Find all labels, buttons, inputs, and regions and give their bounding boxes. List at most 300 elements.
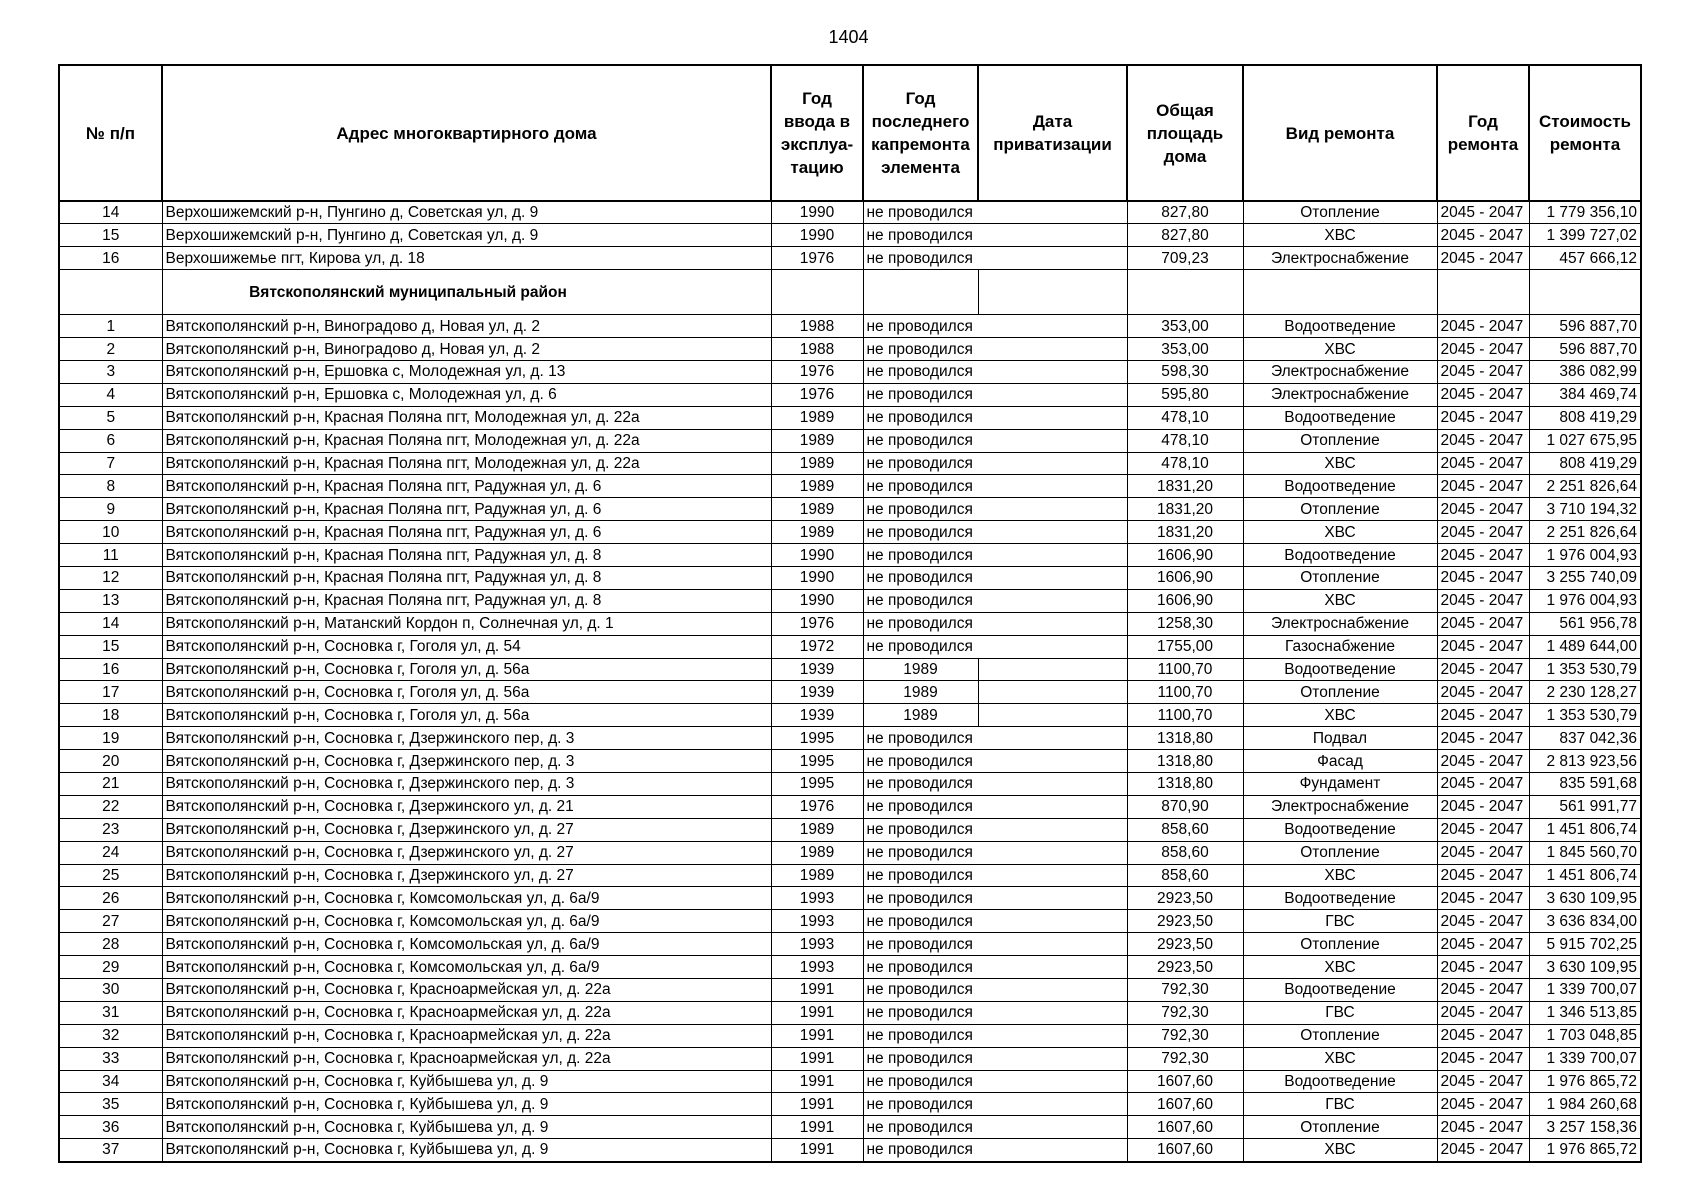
cell-area: 1318,80 <box>1127 750 1243 773</box>
header-repair-year: Год ремонта <box>1437 65 1529 201</box>
cell-num: 25 <box>59 864 162 887</box>
cell-repair-year: 2045 - 2047 <box>1437 566 1529 589</box>
section-empty-cell <box>771 270 863 315</box>
cell-area: 1100,70 <box>1127 658 1243 681</box>
cell-cost: 1 451 806,74 <box>1529 818 1641 841</box>
cell-year-built: 1989 <box>771 429 863 452</box>
cell-last-repair: не проводился <box>863 1047 978 1070</box>
cell-repair-year: 2045 - 2047 <box>1437 612 1529 635</box>
cell-address: Вятскополянский р-н, Сосновка г, Комсомольская ул, д. 6а/9 <box>162 956 771 979</box>
cell-address: Вятскополянский р-н, Виноградово д, Новая ул, д. 2 <box>162 338 771 361</box>
cell-num: 30 <box>59 979 162 1002</box>
cell-address: Вятскополянский р-н, Виноградово д, Новая ул, д. 2 <box>162 315 771 338</box>
section-empty-cell <box>1127 270 1243 315</box>
cell-repair-year: 2045 - 2047 <box>1437 750 1529 773</box>
cell-repair-type: ХВС <box>1243 521 1437 544</box>
cell-year-built: 1989 <box>771 818 863 841</box>
cell-cost: 835 591,68 <box>1529 772 1641 795</box>
cell-address: Вятскополянский р-н, Сосновка г, Комсомольская ул, д. 6а/9 <box>162 887 771 910</box>
cell-last-repair: не проводился <box>863 933 978 956</box>
table-row <box>59 681 1641 704</box>
cell-area: 1607,60 <box>1127 1116 1243 1139</box>
page-number: 1404 <box>828 27 869 47</box>
table-row <box>59 521 1641 544</box>
cell-year-built: 1989 <box>771 452 863 475</box>
cell-last-repair: не проводился <box>863 772 978 795</box>
cell-repair-type: Электроснабжение <box>1243 612 1437 635</box>
cell-year-built: 1995 <box>771 772 863 795</box>
cell-repair-type: Отопление <box>1243 429 1437 452</box>
cell-privatization <box>978 1024 1127 1047</box>
cell-cost: 2 813 923,56 <box>1529 750 1641 773</box>
cell-cost: 1 984 260,68 <box>1529 1093 1641 1116</box>
cell-area: 1755,00 <box>1127 635 1243 658</box>
cell-num: 36 <box>59 1116 162 1139</box>
cell-repair-type: Водоотведение <box>1243 544 1437 567</box>
cell-area: 478,10 <box>1127 429 1243 452</box>
cell-last-repair: не проводился <box>863 979 978 1002</box>
cell-area: 1607,60 <box>1127 1139 1243 1162</box>
cell-repair-year: 2045 - 2047 <box>1437 452 1529 475</box>
cell-privatization <box>978 1070 1127 1093</box>
cell-repair-type: ГВС <box>1243 910 1437 933</box>
cell-privatization <box>978 864 1127 887</box>
cell-num: 19 <box>59 727 162 750</box>
table-header-row <box>59 65 1641 201</box>
cell-num: 20 <box>59 750 162 773</box>
cell-repair-year: 2045 - 2047 <box>1437 795 1529 818</box>
cell-last-repair: не проводился <box>863 521 978 544</box>
cell-last-repair: не проводился <box>863 841 978 864</box>
cell-repair-year: 2045 - 2047 <box>1437 521 1529 544</box>
cell-privatization <box>978 910 1127 933</box>
header-cost: Стоимость ремонта <box>1529 65 1641 201</box>
cell-cost: 5 915 702,25 <box>1529 933 1641 956</box>
cell-repair-type: Фасад <box>1243 750 1437 773</box>
cell-year-built: 1989 <box>771 406 863 429</box>
cell-repair-type: Электроснабжение <box>1243 383 1437 406</box>
cell-repair-type: ХВС <box>1243 704 1437 727</box>
cell-cost: 1 346 513,85 <box>1529 1001 1641 1024</box>
cell-cost: 2 230 128,27 <box>1529 681 1641 704</box>
cell-last-repair: не проводился <box>863 956 978 979</box>
cell-repair-year: 2045 - 2047 <box>1437 1024 1529 1047</box>
cell-privatization <box>978 704 1127 727</box>
cell-cost: 3 710 194,32 <box>1529 498 1641 521</box>
cell-repair-year: 2045 - 2047 <box>1437 383 1529 406</box>
cell-area: 792,30 <box>1127 1024 1243 1047</box>
cell-privatization <box>978 681 1127 704</box>
cell-privatization <box>978 429 1127 452</box>
cell-area: 1606,90 <box>1127 566 1243 589</box>
header-address: Адрес многоквартирного дома <box>162 65 771 201</box>
cell-area: 1318,80 <box>1127 727 1243 750</box>
cell-num: 15 <box>59 635 162 658</box>
cell-num: 33 <box>59 1047 162 1070</box>
section-row <box>59 270 1641 315</box>
cell-num: 17 <box>59 681 162 704</box>
cell-num: 7 <box>59 452 162 475</box>
cell-address: Вятскополянский р-н, Сосновка г, Красноармейская ул, д. 22а <box>162 979 771 1002</box>
cell-address: Вятскополянский р-н, Красная Поляна пгт, Радужная ул, д. 6 <box>162 498 771 521</box>
cell-last-repair: 1989 <box>863 681 978 704</box>
cell-address: Вятскополянский р-н, Сосновка г, Комсомольская ул, д. 6а/9 <box>162 910 771 933</box>
cell-num: 23 <box>59 818 162 841</box>
cell-repair-type: Водоотведение <box>1243 406 1437 429</box>
cell-year-built: 1939 <box>771 658 863 681</box>
repair-schedule-table <box>58 64 1642 1163</box>
cell-privatization <box>978 521 1127 544</box>
cell-repair-year: 2045 - 2047 <box>1437 224 1529 247</box>
cell-privatization <box>978 887 1127 910</box>
table-row <box>59 795 1641 818</box>
cell-cost: 1 339 700,07 <box>1529 979 1641 1002</box>
cell-num: 22 <box>59 795 162 818</box>
cell-privatization <box>978 933 1127 956</box>
cell-repair-type: Водоотведение <box>1243 818 1437 841</box>
cell-privatization <box>978 658 1127 681</box>
cell-repair-type: Подвал <box>1243 727 1437 750</box>
cell-cost: 1 976 865,72 <box>1529 1070 1641 1093</box>
cell-address: Вятскополянский р-н, Сосновка г, Дзержинского ул, д. 27 <box>162 864 771 887</box>
cell-cost: 1 845 560,70 <box>1529 841 1641 864</box>
cell-num: 31 <box>59 1001 162 1024</box>
table-row <box>59 1070 1641 1093</box>
table-row <box>59 1139 1641 1162</box>
cell-repair-type: ХВС <box>1243 224 1437 247</box>
cell-repair-year: 2045 - 2047 <box>1437 1093 1529 1116</box>
cell-repair-type: Электроснабжение <box>1243 247 1437 270</box>
cell-last-repair: не проводился <box>863 475 978 498</box>
cell-repair-type: ХВС <box>1243 452 1437 475</box>
cell-privatization <box>978 475 1127 498</box>
cell-repair-year: 2045 - 2047 <box>1437 933 1529 956</box>
cell-last-repair: не проводился <box>863 635 978 658</box>
cell-last-repair: не проводился <box>863 224 978 247</box>
cell-year-built: 1989 <box>771 475 863 498</box>
cell-repair-type: Водоотведение <box>1243 979 1437 1002</box>
cell-year-built: 1995 <box>771 727 863 750</box>
cell-area: 1831,20 <box>1127 475 1243 498</box>
cell-cost: 808 419,29 <box>1529 452 1641 475</box>
table-row <box>59 979 1641 1002</box>
cell-last-repair: не проводился <box>863 750 978 773</box>
cell-area: 478,10 <box>1127 406 1243 429</box>
section-empty-cell <box>978 270 1127 315</box>
cell-address: Вятскополянский р-н, Красная Поляна пгт, Молодежная ул, д. 22а <box>162 406 771 429</box>
cell-year-built: 1939 <box>771 681 863 704</box>
cell-privatization <box>978 452 1127 475</box>
cell-num: 27 <box>59 910 162 933</box>
cell-repair-type: Отопление <box>1243 1116 1437 1139</box>
cell-year-built: 1991 <box>771 1070 863 1093</box>
cell-year-built: 1989 <box>771 498 863 521</box>
cell-cost: 1 489 644,00 <box>1529 635 1641 658</box>
cell-area: 1607,60 <box>1127 1093 1243 1116</box>
cell-repair-type: ХВС <box>1243 1047 1437 1070</box>
cell-cost: 3 636 834,00 <box>1529 910 1641 933</box>
cell-num: 5 <box>59 406 162 429</box>
table-row <box>59 406 1641 429</box>
cell-area: 709,23 <box>1127 247 1243 270</box>
cell-repair-year: 2045 - 2047 <box>1437 864 1529 887</box>
cell-area: 2923,50 <box>1127 933 1243 956</box>
cell-address: Вятскополянский р-н, Красная Поляна пгт, Радужная ул, д. 6 <box>162 475 771 498</box>
cell-privatization <box>978 1116 1127 1139</box>
section-empty-cell <box>1437 270 1529 315</box>
cell-year-built: 1989 <box>771 521 863 544</box>
header-year-built: Год ввода в эксплуа-тацию <box>771 65 863 201</box>
cell-cost: 3 257 158,36 <box>1529 1116 1641 1139</box>
cell-num: 18 <box>59 704 162 727</box>
cell-year-built: 1993 <box>771 887 863 910</box>
cell-privatization <box>978 201 1127 224</box>
cell-repair-year: 2045 - 2047 <box>1437 635 1529 658</box>
cell-privatization <box>978 612 1127 635</box>
cell-repair-type: Отопление <box>1243 841 1437 864</box>
cell-num: 9 <box>59 498 162 521</box>
cell-last-repair: не проводился <box>863 406 978 429</box>
cell-year-built: 1990 <box>771 224 863 247</box>
cell-last-repair: не проводился <box>863 1070 978 1093</box>
cell-last-repair: не проводился <box>863 383 978 406</box>
cell-privatization <box>978 224 1127 247</box>
table-row <box>59 338 1641 361</box>
cell-address: Верхошижемский р-н, Пунгино д, Советская ул, д. 9 <box>162 224 771 247</box>
cell-repair-year: 2045 - 2047 <box>1437 681 1529 704</box>
cell-privatization <box>978 315 1127 338</box>
header-privatization: Дата приватизации <box>978 65 1127 201</box>
cell-privatization <box>978 750 1127 773</box>
cell-num: 11 <box>59 544 162 567</box>
cell-num: 8 <box>59 475 162 498</box>
cell-cost: 596 887,70 <box>1529 315 1641 338</box>
cell-year-built: 1995 <box>771 750 863 773</box>
cell-privatization <box>978 1139 1127 1162</box>
cell-year-built: 1988 <box>771 315 863 338</box>
table-row <box>59 727 1641 750</box>
cell-repair-type: ХВС <box>1243 1139 1437 1162</box>
cell-privatization <box>978 727 1127 750</box>
cell-address: Вятскополянский р-н, Красная Поляна пгт, Молодежная ул, д. 22а <box>162 429 771 452</box>
cell-num: 1 <box>59 315 162 338</box>
cell-address: Вятскополянский р-н, Сосновка г, Гоголя ул, д. 56а <box>162 704 771 727</box>
cell-last-repair: не проводился <box>863 498 978 521</box>
cell-repair-year: 2045 - 2047 <box>1437 360 1529 383</box>
cell-last-repair: не проводился <box>863 727 978 750</box>
cell-year-built: 1989 <box>771 864 863 887</box>
cell-repair-year: 2045 - 2047 <box>1437 498 1529 521</box>
cell-year-built: 1991 <box>771 1139 863 1162</box>
cell-privatization <box>978 544 1127 567</box>
table-row <box>59 841 1641 864</box>
cell-repair-type: Отопление <box>1243 566 1437 589</box>
section-empty-cell <box>1529 270 1641 315</box>
table-row <box>59 315 1641 338</box>
cell-num: 24 <box>59 841 162 864</box>
cell-cost: 596 887,70 <box>1529 338 1641 361</box>
cell-address: Вятскополянский р-н, Сосновка г, Красноармейская ул, д. 22а <box>162 1024 771 1047</box>
cell-cost: 1 353 530,79 <box>1529 658 1641 681</box>
cell-repair-type: Водоотведение <box>1243 315 1437 338</box>
cell-area: 1258,30 <box>1127 612 1243 635</box>
cell-last-repair: не проводился <box>863 452 978 475</box>
table-row <box>59 864 1641 887</box>
cell-repair-type: Отопление <box>1243 1024 1437 1047</box>
cell-repair-year: 2045 - 2047 <box>1437 772 1529 795</box>
cell-area: 2923,50 <box>1127 887 1243 910</box>
cell-repair-year: 2045 - 2047 <box>1437 544 1529 567</box>
table-row <box>59 635 1641 658</box>
cell-year-built: 1989 <box>771 841 863 864</box>
cell-repair-year: 2045 - 2047 <box>1437 818 1529 841</box>
cell-area: 598,30 <box>1127 360 1243 383</box>
cell-year-built: 1976 <box>771 360 863 383</box>
cell-num: 32 <box>59 1024 162 1047</box>
cell-privatization <box>978 818 1127 841</box>
cell-cost: 3 630 109,95 <box>1529 887 1641 910</box>
cell-repair-year: 2045 - 2047 <box>1437 315 1529 338</box>
cell-last-repair: не проводился <box>863 1093 978 1116</box>
table-row <box>59 772 1641 795</box>
cell-last-repair: не проводился <box>863 910 978 933</box>
section-empty-cell <box>59 270 162 315</box>
cell-year-built: 1991 <box>771 1093 863 1116</box>
cell-num: 14 <box>59 612 162 635</box>
table-row <box>59 1047 1641 1070</box>
cell-privatization <box>978 956 1127 979</box>
cell-cost: 2 251 826,64 <box>1529 475 1641 498</box>
cell-year-built: 1972 <box>771 635 863 658</box>
cell-address: Вятскополянский р-н, Сосновка г, Дзержинского ул, д. 21 <box>162 795 771 818</box>
cell-repair-year: 2045 - 2047 <box>1437 841 1529 864</box>
cell-address: Вятскополянский р-н, Сосновка г, Гоголя ул, д. 54 <box>162 635 771 658</box>
table-row <box>59 1001 1641 1024</box>
cell-address: Вятскополянский р-н, Сосновка г, Дзержинского ул, д. 27 <box>162 841 771 864</box>
cell-last-repair: не проводился <box>863 1024 978 1047</box>
cell-address: Верхошижемье пгт, Кирова ул, д. 18 <box>162 247 771 270</box>
cell-last-repair: не проводился <box>863 795 978 818</box>
cell-cost: 1 451 806,74 <box>1529 864 1641 887</box>
table-row <box>59 589 1641 612</box>
cell-area: 858,60 <box>1127 841 1243 864</box>
cell-address: Вятскополянский р-н, Красная Поляна пгт, Радужная ул, д. 8 <box>162 589 771 612</box>
cell-area: 1100,70 <box>1127 681 1243 704</box>
cell-last-repair: не проводился <box>863 818 978 841</box>
cell-repair-year: 2045 - 2047 <box>1437 589 1529 612</box>
cell-address: Вятскополянский р-н, Сосновка г, Куйбышева ул, д. 9 <box>162 1139 771 1162</box>
cell-num: 14 <box>59 201 162 224</box>
cell-privatization <box>978 360 1127 383</box>
cell-last-repair: не проводился <box>863 566 978 589</box>
cell-privatization <box>978 406 1127 429</box>
cell-area: 1831,20 <box>1127 498 1243 521</box>
cell-repair-type: Отопление <box>1243 933 1437 956</box>
header-last-repair: Год последнего капремонта элемента <box>863 65 978 201</box>
cell-num: 6 <box>59 429 162 452</box>
table-row <box>59 452 1641 475</box>
cell-repair-year: 2045 - 2047 <box>1437 429 1529 452</box>
cell-repair-type: Электроснабжение <box>1243 360 1437 383</box>
cell-address: Вятскополянский р-н, Красная Поляна пгт, Радужная ул, д. 8 <box>162 544 771 567</box>
cell-year-built: 1990 <box>771 589 863 612</box>
cell-repair-type: Водоотведение <box>1243 658 1437 681</box>
cell-last-repair: не проводился <box>863 201 978 224</box>
cell-year-built: 1991 <box>771 1001 863 1024</box>
cell-repair-year: 2045 - 2047 <box>1437 201 1529 224</box>
cell-repair-year: 2045 - 2047 <box>1437 979 1529 1002</box>
cell-address: Вятскополянский р-н, Ершовка с, Молодежная ул, д. 6 <box>162 383 771 406</box>
cell-num: 15 <box>59 224 162 247</box>
table-row <box>59 360 1641 383</box>
table-row <box>59 224 1641 247</box>
cell-cost: 1 976 004,93 <box>1529 544 1641 567</box>
table-row <box>59 612 1641 635</box>
cell-cost: 837 042,36 <box>1529 727 1641 750</box>
cell-repair-type: Отопление <box>1243 498 1437 521</box>
cell-num: 37 <box>59 1139 162 1162</box>
cell-year-built: 1990 <box>771 201 863 224</box>
cell-repair-type: Фундамент <box>1243 772 1437 795</box>
cell-num: 2 <box>59 338 162 361</box>
cell-privatization <box>978 1001 1127 1024</box>
cell-year-built: 1993 <box>771 910 863 933</box>
cell-last-repair: 1989 <box>863 658 978 681</box>
cell-last-repair: не проводился <box>863 360 978 383</box>
header-area: Общая площадь дома <box>1127 65 1243 201</box>
cell-repair-year: 2045 - 2047 <box>1437 956 1529 979</box>
cell-num: 16 <box>59 247 162 270</box>
cell-num: 26 <box>59 887 162 910</box>
table-row <box>59 818 1641 841</box>
cell-privatization <box>978 498 1127 521</box>
table-row <box>59 1024 1641 1047</box>
cell-area: 1606,90 <box>1127 544 1243 567</box>
table-row <box>59 429 1641 452</box>
cell-cost: 1 976 004,93 <box>1529 589 1641 612</box>
table-row <box>59 247 1641 270</box>
cell-num: 21 <box>59 772 162 795</box>
cell-repair-type: Водоотведение <box>1243 1070 1437 1093</box>
cell-year-built: 1991 <box>771 1116 863 1139</box>
cell-cost: 1 339 700,07 <box>1529 1047 1641 1070</box>
section-empty-cell <box>1243 270 1437 315</box>
cell-last-repair: не проводился <box>863 612 978 635</box>
section-empty-cell <box>863 270 978 315</box>
table-row <box>59 383 1641 406</box>
cell-repair-year: 2045 - 2047 <box>1437 475 1529 498</box>
cell-area: 1831,20 <box>1127 521 1243 544</box>
cell-last-repair: не проводился <box>863 864 978 887</box>
cell-repair-year: 2045 - 2047 <box>1437 247 1529 270</box>
cell-year-built: 1976 <box>771 612 863 635</box>
cell-repair-type: ХВС <box>1243 864 1437 887</box>
cell-repair-year: 2045 - 2047 <box>1437 406 1529 429</box>
cell-address: Вятскополянский р-н, Сосновка г, Красноармейская ул, д. 22а <box>162 1001 771 1024</box>
cell-year-built: 1993 <box>771 956 863 979</box>
table-row <box>59 498 1641 521</box>
cell-area: 478,10 <box>1127 452 1243 475</box>
cell-repair-year: 2045 - 2047 <box>1437 1139 1529 1162</box>
table-row <box>59 956 1641 979</box>
table-row <box>59 704 1641 727</box>
cell-repair-type: ХВС <box>1243 956 1437 979</box>
cell-privatization <box>978 247 1127 270</box>
cell-repair-year: 2045 - 2047 <box>1437 704 1529 727</box>
cell-year-built: 1991 <box>771 979 863 1002</box>
cell-privatization <box>978 1047 1127 1070</box>
header-repair-type: Вид ремонта <box>1243 65 1437 201</box>
